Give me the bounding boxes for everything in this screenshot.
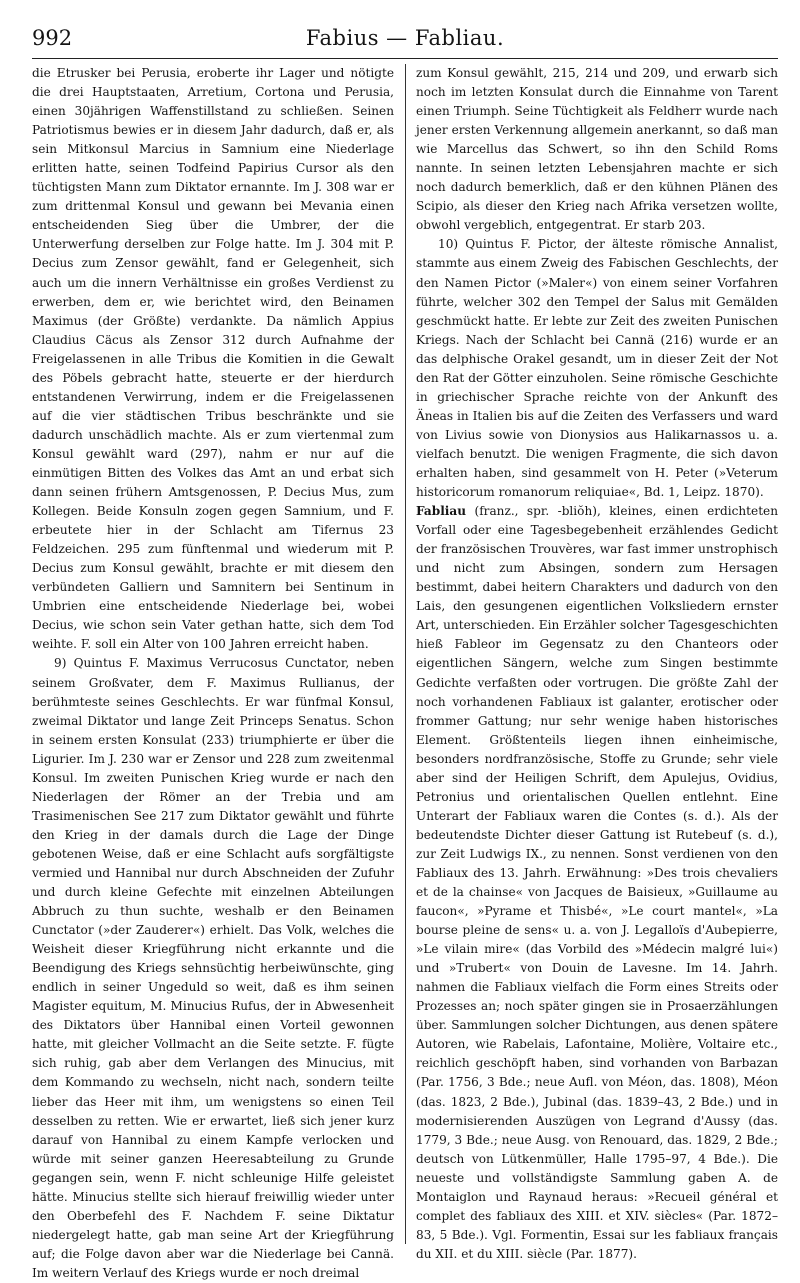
- entry-fabius-pictor: 10) Quintus F. Pictor, der älteste römische Annalist, stammte aus einem Zweig des Fabischen Geschlechts, der den Namen Pictor (»Maler«) von einem seiner Vorfahren führte, welcher 302 den Tempel der Salus mit Gemälden geschmückt hatte. Er lebte zur Zeit des zweiten Punischen Kriegs. Nach der Schlacht bei Cannä (216) wurde er an das delphische Orakel gesandt, um in dieser Zeit der Not den Rat der Götter einzuholen. Seine römische Geschichte in griechischer Sprache reichte von der Ankunft des Äneas in Italien bis auf die Zeiten des Verfassers und ward von Livius sowie von Dionysios aus Halikarnassos u. a. vielfach benutzt. Die wenigen Fragmente, die sich davon erhalten haben, sind gesammelt von H. Peter (»Veterum historicorum romanorum reliquiae«, Bd. 1, Leipz. 1870).: [416, 237, 778, 500]
- dictionary-page: [32, 20, 778, 1280]
- entry-fabliau: [416, 502, 778, 1264]
- column-divider: [405, 64, 406, 1244]
- lemma-fabliau: Fabliau: [416, 504, 467, 519]
- left-column: [32, 64, 394, 1280]
- page-header: [32, 20, 778, 59]
- paragraph-continuation-right: zum Konsul gewählt, 215, 214 und 209, und erwarb sich noch im letzten Konsulat durch die Einnahme von Tarent einen Triumph. Seine Tüchtigkeit als Feldherr wurde nach jener ersten Verkennung allgemein anerkannt, so daß man wie Marcellus das Schwert, so ihn den Schild Roms nannte. In seinen letzten Lebensjahren machte er sich noch dadurch bemerklich, daß er den kühnen Plänen des Scipio, als dieser den Krieg nach Afrika versetzen wollte, obwohl vergeblich, entgegentrat. Er starb 203.: [416, 66, 778, 233]
- running-head: Fabius — Fabliau.: [305, 26, 505, 50]
- right-column: [416, 64, 778, 1261]
- entry-fabliau-text: (franz., spr. -bliŏh), kleines, einen erdichteten Vorfall oder eine Tagesbegebenheit erzählendes Gedicht der französischen Trouvères, war fast immer unstrophisch und nicht zum Absingen, sondern zum Hersagen bestimmt, dabei heitern Charakters und dadurch von den Lais, den gesungenen eigentlichen Volksliedern ernster Art, unterschieden. Ein Erzähler solcher Tagesgeschichten hieß Fableor im Gegensatz zu den Chanteors oder eigentlichen Sängern, welche zum Singen bestimmte Gedichte verfaßten oder vortrugen. Die größte Zahl der noch vorhandenen Fabliaux ist galanter, erotischer oder frommer Gattung; nur sehr wenige haben historisches Element. Größtenteils liegen ihnen einheimische, besonders nordfranzösische, Stoffe zu Grunde; sehr viele aber sind der Heiligen Schrift, dem Apulejus, Ovidius, Petronius und orientalischen Quellen entlehnt. Eine Unterart der Fabliaux waren die Contes (s. d.). Als der bedeutendste Dichter dieser Gattung ist Rutebeuf (s. d.), zur Zeit Ludwigs IX., zu nennen. Sonst verdienen von den Fabliaux des 13. Jahrh. Erwähnung: »Des trois chevaliers et de la chainse« von Jacques de Baisieux, »Guillaume au faucon«, »Pyrame et Thisbé«, »Le court mantel«, »La bourse pleine de sens« u. a. von J. Legalloïs d'Aubepierre, »Le vilain mire« (das Vorbild des »Médecin malgré lui«) und »Trubert« von Douin de Lavesne. Im 14. Jahrh. nahmen die Fabliaux vielfach die Form eines Streits oder Prozesses an; noch später gingen sie in Prosaerzählungen über. Sammlungen solcher Dichtungen, aus denen spätere Autoren, wie Rabelais, Lafontaine, Molière, Voltaire etc., reichlich geschöpft haben, sind vorhanden von Barbazan (Par. 1756, 3 Bde.; neue Aufl. von Méon, das. 1808), Méon (das. 1823, 2 Bde.), Jubinal (das. 1839–43, 2 Bde.) und in modernisierenden Auszügen von Legrand d'Aussy (das. 1779, 3 Bde.; neue Ausg. von Renouard, das. 1829, 2 Bde.; deutsch von Lütkenmüller, Halle 1795–97, 4 Bde.). Die neueste und vollständigste Sammlung gaben A. de Montaiglon und Raynaud heraus: »Recueil général et complet des fabliaux des XIII. et XIV. siècles« (Par. 1872–83, 5 Bde.). Vgl. Formentin, Essai sur les fabliaux français du XII. et du XIII. siècle (Par. 1877).: [416, 504, 778, 1261]
- text-columns: [32, 64, 778, 1280]
- entry-fabius-cunctator: 9) Quintus F. Maximus Verrucosus Cunctator, neben seinem Großvater, dem F. Maximus Rullianus, der berühmteste seines Geschlechts. Er war fünfmal Konsul, zweimal Diktator und lange Zeit Princeps Senatus. Schon in seinem ersten Konsulat (233) triumphierte er über die Ligurier. Im J. 230 war er Zensor und 228 zum zweitenmal Konsul. Im zweiten Punischen Krieg wurde er nach den Niederlagen der Römer an der Trebia und am Trasimenischen See 217 zum Diktator gewählt und führte den Krieg in der damals durch die Lage der Dinge gebotenen Weise, daß er eine Schlacht aufs sorgfältigste vermied und Hannibal nur durch Abschneiden der Zufuhr und durch kleine Gefechte mit einzelnen Abteilungen Abbruch zu thun suchte, weshalb er den Beinamen Cunctator (»der Zauderer«) erhielt. Das Volk, welches die Weisheit dieser Kriegführung nicht erkannte und die Beendigung des Kriegs sehnsüchtig herbeiwünschte, ging endlich in seiner Ungeduld so weit, daß es ihm seinen Magister equitum, M. Minucius Rufus, der in Abwesenheit des Diktators über Hannibal einen Vorteil gewonnen hatte, mit gleicher Vollmacht an die Seite setzte. F. fügte sich ruhig, gab aber dem Verlangen des Minucius, mit dem Kommando zu wechseln, nicht nach, sondern teilte lieber das Heer mit ihm, um wenigstens so einen Teil desselben zu retten. Wie er erwartet, ließ sich jener kurz darauf von Hannibal zu einem Kampfe verlocken und würde mit seiner ganzen Heeresabteilung zu Grunde gegangen sein, wenn F. nicht schleunige Hilfe geleistet hätte. Minucius stellte sich hierauf freiwillig wieder unter den Oberbefehl des F. Nachdem F. seine Diktatur niedergelegt hatte, gab man seine Art der Kriegführung auf; die Folge davon aber war die Niederlage bei Cannä. Im weitern Verlauf des Kriegs wurde er noch dreimal: [32, 656, 394, 1280]
- page-number: 992: [32, 26, 73, 50]
- paragraph-continuation: die Etrusker bei Perusia, eroberte ihr Lager und nötigte die drei Hauptstaaten, Arretium, Cortona und Perusia, einen 30jährigen Waffenstillstand zu schließen. Seinen Patriotismus bewies er in diesem Jahr dadurch, daß er, als sein Mitkonsul Marcius in Samnium eine Niederlage erlitten hatte, seinen Todfeind Papirius Cursor als den tüchtigsten Mann zum Diktator ernannte. Im J. 308 war er zum drittenmal Konsul und gewann bei Mevania einen entscheidenden Sieg über die Umbrer, der die Unterwerfung derselben zur Folge hatte. Im J. 304 mit P. Decius zum Zensor gewählt, fand er Gelegenheit, sich auch um die innern Verhältnisse ein großes Verdienst zu erwerben, dem er, wie berichtet wird, den Beinamen Maximus (der Größte) verdankte. Da nämlich Appius Claudius Cäcus als Zensor 312 durch Aufnahme der Freigelassenen in alle Tribus die Komitien in die Gewalt des Pöbels gebracht hatte, steuerte er der hierdurch entstandenen Verwirrung, indem er die Freigelassenen auf die vier städtischen Tribus beschränkte und sie dadurch unschädlich machte. Als er zum viertenmal zum Konsul gewählt ward (297), nahm er nur auf die einmütigen Bitten des Volkes das Amt an und erbat sich dann seinen frühern Amtsgenossen, P. Decius Mus, zum Kollegen. Beide Konsuln zogen gegen Samnium, und F. erbeutete hier in der Schlacht am Tifernus 23 Feldzeichen. 295 zum fünftenmal und wiederum mit P. Decius zum Konsul gewählt, brachte er mit diesem den verbündeten Galliern und Samnitern bei Sentinum in Umbrien eine entscheidende Niederlage bei, wobei Decius, wie schon sein Vater gethan hatte, sich dem Tod weihte. F. soll ein Alter von 100 Jahren erreicht haben.: [32, 66, 394, 652]
